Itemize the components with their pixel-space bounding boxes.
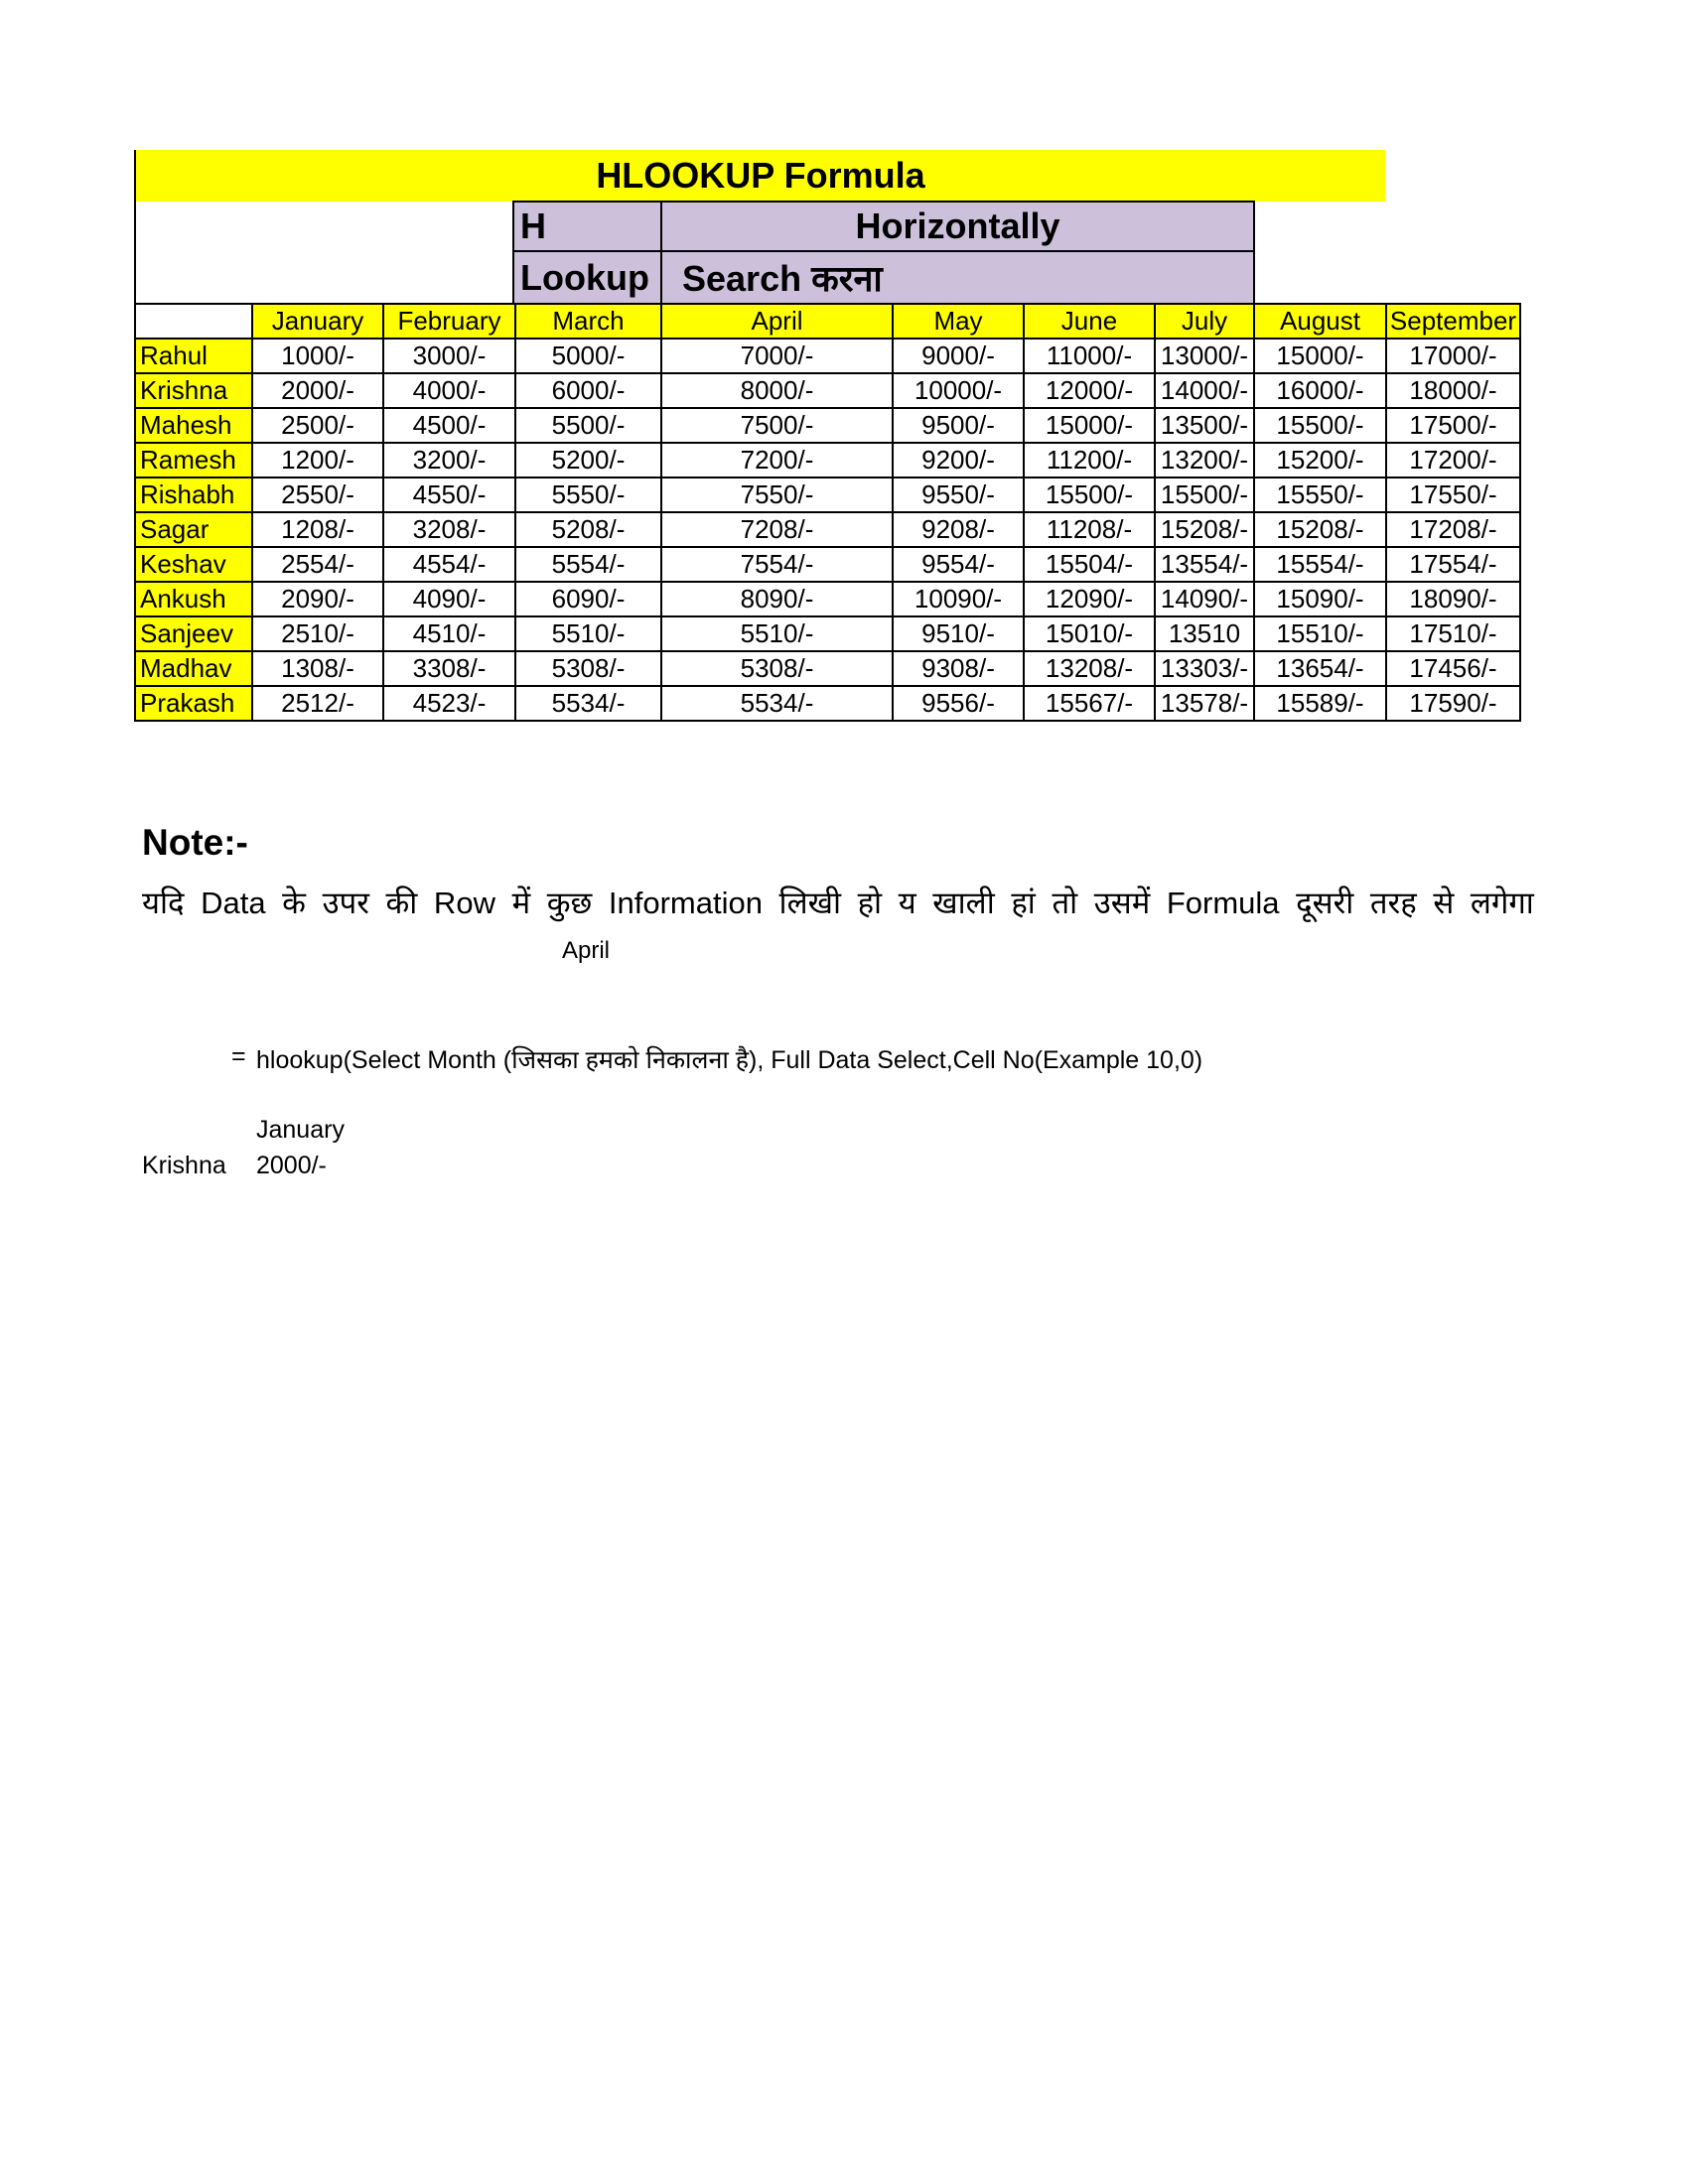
table-cell: 9556/- [893,686,1024,721]
month-header: May [893,304,1024,339]
table-cell: 2510/- [252,616,383,651]
table-cell: 13303/- [1155,651,1254,686]
table-cell: 11200/- [1024,443,1155,478]
table-cell: 12090/- [1024,582,1155,616]
row-name: Ankush [135,582,252,616]
row-name: Krishna [135,373,252,408]
row-name: Ramesh [135,443,252,478]
table-cell: 13208/- [1024,651,1155,686]
month-header: April [661,304,893,339]
table-cell: 15000/- [1254,339,1386,373]
table-cell: 10000/- [893,373,1024,408]
table-cell: 14000/- [1155,373,1254,408]
table-cell: 9550/- [893,478,1024,512]
table-row [135,339,1520,373]
row-name: Keshav [135,547,252,582]
table-cell: 17550/- [1386,478,1520,512]
table-cell: 4500/- [383,408,515,443]
table-cell: 12000/- [1024,373,1155,408]
table-cell: 4550/- [383,478,515,512]
table-cell: 15200/- [1254,443,1386,478]
table-cell: 1308/- [252,651,383,686]
table-cell: 18090/- [1386,582,1520,616]
table-cell: 13554/- [1155,547,1254,582]
table-cell: 15589/- [1254,686,1386,721]
table-cell: 17510/- [1386,616,1520,651]
table-cell: 17200/- [1386,443,1520,478]
table-cell: 13654/- [1254,651,1386,686]
table-cell: 15208/- [1254,512,1386,547]
table-cell: 5550/- [515,478,661,512]
formula-equals: = [231,1042,246,1070]
table-cell: 3200/- [383,443,515,478]
table-cell: 2554/- [252,547,383,582]
table-cell: 15500/- [1155,478,1254,512]
month-header: July [1155,304,1254,339]
table-cell: 5208/- [515,512,661,547]
table-cell: 5500/- [515,408,661,443]
table-cell: 5534/- [661,686,893,721]
row-name: Sagar [135,512,252,547]
table-cell: 17590/- [1386,686,1520,721]
month-header: January [252,304,383,339]
formula-syntax: hlookup(Select Month (जिसका हमको निकालना है), Full Data Select,Cell No(Example 10,0) [256,1046,1203,1074]
table-cell: 6000/- [515,373,661,408]
table-cell: 13500/- [1155,408,1254,443]
table-cell: 3000/- [383,339,515,373]
h-meaning-cell: Horizontally [660,201,1255,252]
note-heading: Note:- [142,822,248,863]
table-cell: 17500/- [1386,408,1520,443]
table-cell: 13578/- [1155,686,1254,721]
row-name: Madhav [135,651,252,686]
table-cell: 13200/- [1155,443,1254,478]
table-cell: 15554/- [1254,547,1386,582]
table-cell: 5510/- [515,616,661,651]
table-cell: 15500/- [1254,408,1386,443]
table-cell: 15567/- [1024,686,1155,721]
table-cell: 5534/- [515,686,661,721]
table-cell: 4523/- [383,686,515,721]
table-cell: 6090/- [515,582,661,616]
table-cell: 5510/- [661,616,893,651]
page-title: HLOOKUP Formula [596,155,925,196]
table-row [135,686,1520,721]
row-name: Rahul [135,339,252,373]
table-cell: 2500/- [252,408,383,443]
table-row [135,651,1520,686]
example-name: Krishna [142,1152,226,1179]
table-cell: 15510/- [1254,616,1386,651]
month-header: August [1254,304,1386,339]
table-cell: 13000/- [1155,339,1254,373]
table-cell: 8000/- [661,373,893,408]
table-row [135,408,1520,443]
table-cell: 2090/- [252,582,383,616]
table-cell: 1200/- [252,443,383,478]
table-cell: 2512/- [252,686,383,721]
table-cell: 5200/- [515,443,661,478]
table-row [135,547,1520,582]
lookup-label-cell: Lookup [512,250,662,305]
table-cell: 15500/- [1024,478,1155,512]
table-cell: 16000/- [1254,373,1386,408]
table-cell: 17000/- [1386,339,1520,373]
table-row [135,478,1520,512]
table-cell: 4090/- [383,582,515,616]
table-cell: 15090/- [1254,582,1386,616]
table-cell: 7500/- [661,408,893,443]
table-cell: 3308/- [383,651,515,686]
table-cell: 15550/- [1254,478,1386,512]
table-cell: 15000/- [1024,408,1155,443]
table-cell: 9200/- [893,443,1024,478]
table-cell: 7550/- [661,478,893,512]
table-row [135,616,1520,651]
table-cell: 4510/- [383,616,515,651]
h-label-cell: H [512,201,662,252]
table-cell: 10090/- [893,582,1024,616]
table-cell: 1000/- [252,339,383,373]
month-header: June [1024,304,1155,339]
table-cell: 9510/- [893,616,1024,651]
table-cell: 9554/- [893,547,1024,582]
table-cell: 7554/- [661,547,893,582]
table-cell: 9308/- [893,651,1024,686]
table-cell: 3208/- [383,512,515,547]
table-cell: 17456/- [1386,651,1520,686]
table-cell: 13510 [1155,616,1254,651]
table-cell: 17208/- [1386,512,1520,547]
month-header: March [515,304,661,339]
table-cell: 14090/- [1155,582,1254,616]
month-header: February [383,304,515,339]
lookup-meaning-cell: Search करना [660,250,1255,305]
table-cell: 15504/- [1024,547,1155,582]
example-month: January [256,1116,345,1144]
table-cell: 18000/- [1386,373,1520,408]
lookup-month-label: April [562,937,611,964]
salary-table [134,303,1521,722]
blank-header-area [134,202,514,304]
table-cell: 15208/- [1155,512,1254,547]
month-header-row [135,304,1520,339]
corner-cell [135,304,252,339]
table-cell: 9000/- [893,339,1024,373]
table-cell: 4000/- [383,373,515,408]
table-cell: 2000/- [252,373,383,408]
table-cell: 9500/- [893,408,1024,443]
table-cell: 9208/- [893,512,1024,547]
table-row [135,582,1520,616]
table-cell: 5554/- [515,547,661,582]
table-cell: 7200/- [661,443,893,478]
table-cell: 5308/- [515,651,661,686]
month-header: September [1386,304,1520,339]
row-name: Sanjeev [135,616,252,651]
row-name: Rishabh [135,478,252,512]
table-cell: 17554/- [1386,547,1520,582]
table-cell: 7208/- [661,512,893,547]
table-cell: 15010/- [1024,616,1155,651]
table-row [135,443,1520,478]
row-name: Prakash [135,686,252,721]
table-cell: 1208/- [252,512,383,547]
table-cell: 4554/- [383,547,515,582]
table-cell: 11000/- [1024,339,1155,373]
table-row [135,512,1520,547]
table-cell: 8090/- [661,582,893,616]
table-cell: 2550/- [252,478,383,512]
title-band [134,150,1385,202]
table-cell: 5308/- [661,651,893,686]
table-cell: 7000/- [661,339,893,373]
example-value: 2000/- [256,1152,327,1179]
table-cell: 5000/- [515,339,661,373]
table-row [135,373,1520,408]
note-text: यदि Data के उपर की Row में कुछ Information लिखी हो य खाली हां तो उसमें Formula दूसरी तरह से लगेगा [142,886,1534,920]
row-name: Mahesh [135,408,252,443]
table-cell: 11208/- [1024,512,1155,547]
